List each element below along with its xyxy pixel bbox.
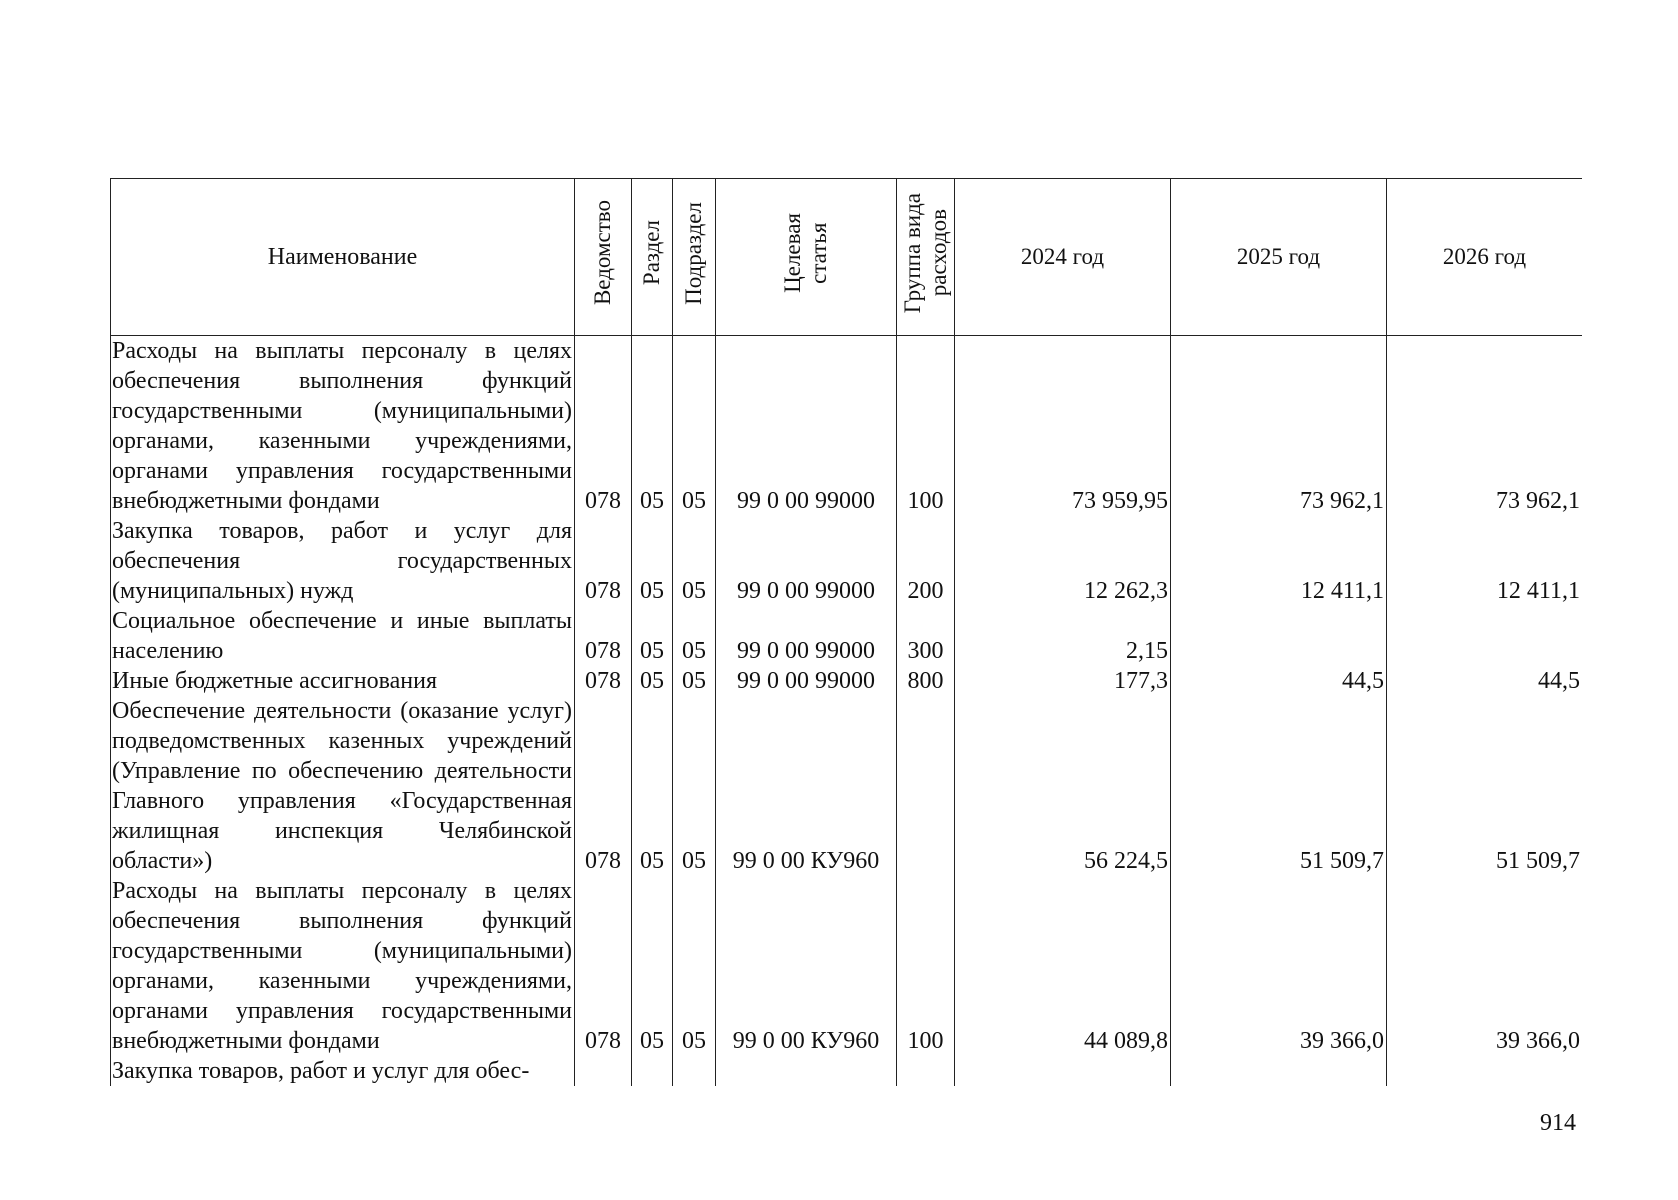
row-name: Расходы на выплаты персоналу в целях обеспечения выполнения функций государственными (муниципальными) органами, казенными учреждениями, органами управления государственными внебюджетными фондами bbox=[111, 336, 575, 517]
row-target: 99 0 00 КУ960 bbox=[716, 876, 897, 1056]
empty-cell bbox=[955, 1056, 1171, 1086]
table-row bbox=[111, 606, 1583, 666]
header-vedomstvo: Ведомство bbox=[575, 179, 632, 336]
row-2026: 73 962,1 bbox=[1387, 336, 1583, 517]
row-vedomstvo: 078 bbox=[575, 606, 632, 666]
row-group bbox=[897, 696, 955, 876]
header-name: Наименование bbox=[111, 179, 575, 336]
row-2025: 12 411,1 bbox=[1171, 516, 1387, 606]
row-2025 bbox=[1171, 606, 1387, 666]
row-name: Иные бюджетные ассигнования bbox=[111, 666, 575, 696]
row-2026: 39 366,0 bbox=[1387, 876, 1583, 1056]
row-2025: 73 962,1 bbox=[1171, 336, 1387, 517]
row-2024: 177,3 bbox=[955, 666, 1171, 696]
row-name-continued: Закупка товаров, работ и услуг для обес- bbox=[111, 1056, 575, 1086]
page-number: 914 bbox=[1540, 1110, 1576, 1136]
row-2025: 44,5 bbox=[1171, 666, 1387, 696]
row-razdel: 05 bbox=[632, 606, 673, 666]
header-target bbox=[716, 179, 897, 336]
row-podrazdel: 05 bbox=[673, 606, 716, 666]
row-podrazdel: 05 bbox=[673, 336, 716, 517]
row-2026: 51 509,7 bbox=[1387, 696, 1583, 876]
row-2024: 73 959,95 bbox=[955, 336, 1171, 517]
row-2026: 44,5 bbox=[1387, 666, 1583, 696]
row-target: 99 0 00 КУ960 bbox=[716, 696, 897, 876]
row-razdel: 05 bbox=[632, 516, 673, 606]
table-row bbox=[111, 516, 1583, 606]
row-razdel: 05 bbox=[632, 336, 673, 517]
header-group bbox=[897, 179, 955, 336]
header-row bbox=[111, 179, 1583, 336]
table-row bbox=[111, 876, 1583, 1056]
table-row bbox=[111, 666, 1583, 696]
row-group: 100 bbox=[897, 336, 955, 517]
header-group-line1: Группа вида bbox=[899, 192, 925, 314]
row-vedomstvo: 078 bbox=[575, 876, 632, 1056]
row-name: Социальное обеспечение и иные выплаты населению bbox=[111, 606, 575, 666]
table-row bbox=[111, 336, 1583, 517]
row-name: Обеспечение деятельности (оказание услуг) подведомственных казенных учреждений (Управление по обеспечению деятельности Главного управления «Государственная жилищная инспекция Челябинской области») bbox=[111, 696, 575, 876]
row-razdel: 05 bbox=[632, 876, 673, 1056]
row-vedomstvo: 078 bbox=[575, 516, 632, 606]
header-target-line1: Целевая bbox=[780, 213, 805, 293]
row-group: 200 bbox=[897, 516, 955, 606]
row-2026 bbox=[1387, 606, 1583, 666]
row-target: 99 0 00 99000 bbox=[716, 516, 897, 606]
header-target-line2: статья bbox=[806, 222, 831, 284]
header-podrazdel: Подраздел bbox=[673, 179, 716, 336]
row-podrazdel: 05 bbox=[673, 666, 716, 696]
row-2024: 56 224,5 bbox=[955, 696, 1171, 876]
row-podrazdel: 05 bbox=[673, 876, 716, 1056]
header-razdel: Раздел bbox=[632, 179, 673, 336]
row-2026: 12 411,1 bbox=[1387, 516, 1583, 606]
row-2024: 44 089,8 bbox=[955, 876, 1171, 1056]
empty-cell bbox=[673, 1056, 716, 1086]
row-target: 99 0 00 99000 bbox=[716, 336, 897, 517]
row-razdel: 05 bbox=[632, 666, 673, 696]
row-target: 99 0 00 99000 bbox=[716, 666, 897, 696]
row-vedomstvo: 078 bbox=[575, 696, 632, 876]
empty-cell bbox=[632, 1056, 673, 1086]
budget-table bbox=[110, 178, 1582, 1086]
row-group: 100 bbox=[897, 876, 955, 1056]
header-2026: 2026 год bbox=[1387, 179, 1583, 336]
empty-cell bbox=[575, 1056, 632, 1086]
row-razdel: 05 bbox=[632, 696, 673, 876]
empty-cell bbox=[1387, 1056, 1583, 1086]
budget-table-sheet bbox=[110, 178, 1582, 1089]
row-2025: 51 509,7 bbox=[1171, 696, 1387, 876]
empty-cell bbox=[897, 1056, 955, 1086]
row-group: 800 bbox=[897, 666, 955, 696]
row-2024: 2,15 bbox=[955, 606, 1171, 666]
row-name: Расходы на выплаты персоналу в целях обеспечения выполнения функций государственными (муниципальными) органами, казенными учреждениями, органами управления государственными внебюджетными фондами bbox=[111, 876, 575, 1056]
row-podrazdel: 05 bbox=[673, 516, 716, 606]
row-vedomstvo: 078 bbox=[575, 336, 632, 517]
empty-cell bbox=[716, 1056, 897, 1086]
row-group: 300 bbox=[897, 606, 955, 666]
row-2024: 12 262,3 bbox=[955, 516, 1171, 606]
row-target: 99 0 00 99000 bbox=[716, 606, 897, 666]
table-row bbox=[111, 696, 1583, 876]
header-group-line2: расходов bbox=[925, 209, 951, 297]
row-podrazdel: 05 bbox=[673, 696, 716, 876]
row-vedomstvo: 078 bbox=[575, 666, 632, 696]
header-2025: 2025 год bbox=[1171, 179, 1387, 336]
empty-cell bbox=[1171, 1056, 1387, 1086]
row-name: Закупка товаров, работ и услуг для обеспечения государственных (муниципальных) нужд bbox=[111, 516, 575, 606]
row-2025: 39 366,0 bbox=[1171, 876, 1387, 1056]
header-2024: 2024 год bbox=[955, 179, 1171, 336]
table-row-continued bbox=[111, 1056, 1583, 1086]
